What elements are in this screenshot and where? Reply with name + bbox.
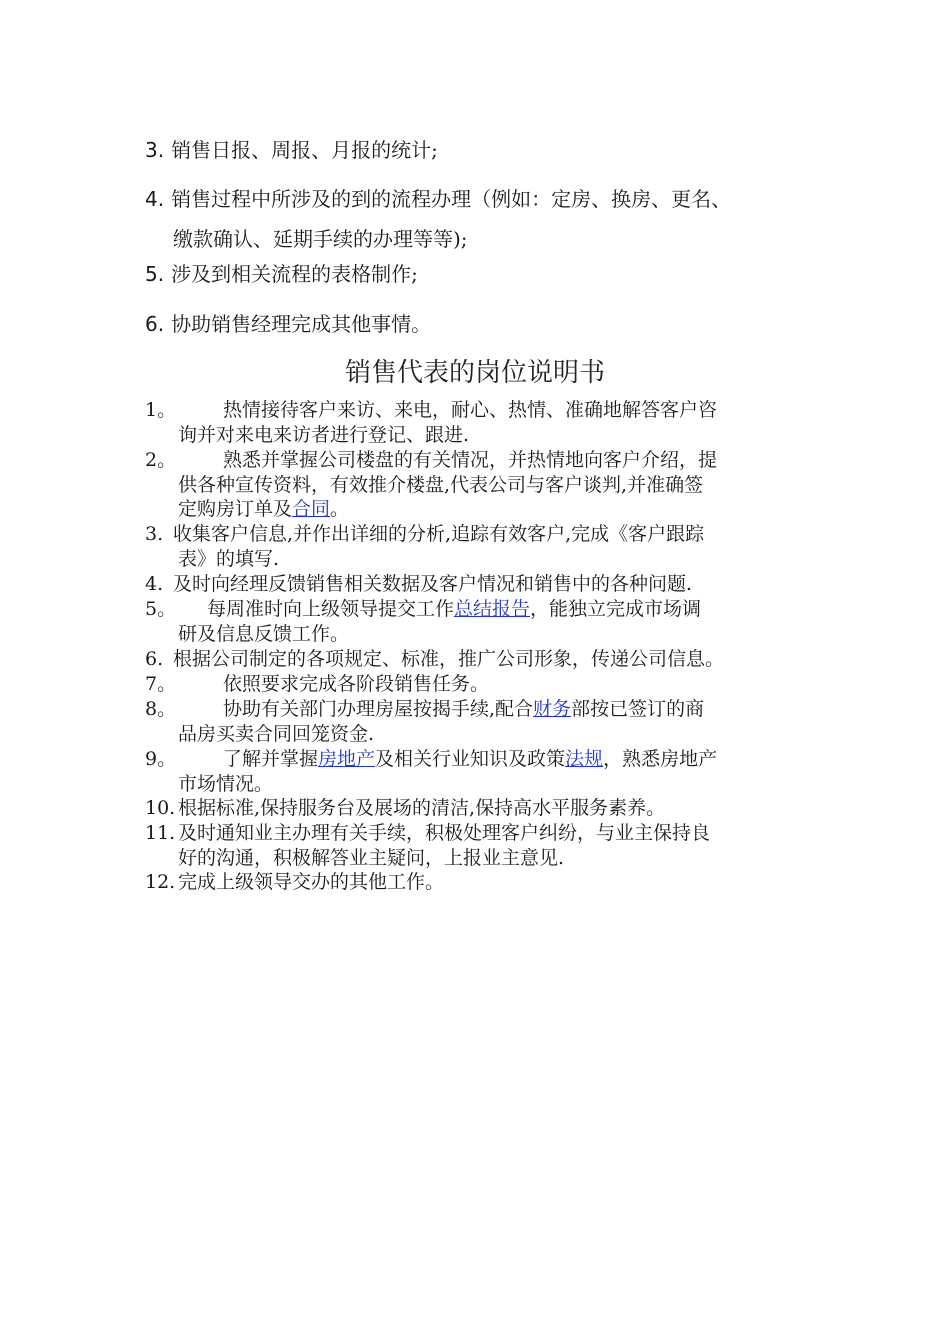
item-number: 4. xyxy=(145,573,164,595)
item-text: 收集客户信息,并作出详细的分析,追踪有效客户,完成《客户跟踪 xyxy=(173,523,705,545)
list-item xyxy=(145,448,718,520)
item-text: 及时向经理反馈销售相关数据及客户情况和销售中的各种问题. xyxy=(173,573,693,595)
list-item xyxy=(145,522,705,570)
item-number: 1。 xyxy=(145,399,177,421)
item-number: 12. xyxy=(145,871,176,893)
text-segment: ，能独立完成市场调 xyxy=(530,598,702,620)
item-text-continued: 研及信息反馈工作。 xyxy=(178,622,350,645)
list-item xyxy=(145,672,489,697)
item-number: 11. xyxy=(145,822,176,844)
item-text: 根据公司制定的各项规定、标准，推广公司形象，传递公司信息。 xyxy=(173,648,725,670)
list-item xyxy=(145,137,438,163)
item-text: 协助销售经理完成其他事情。 xyxy=(171,312,432,336)
item-number: 4. xyxy=(145,187,165,211)
item-text: 依照要求完成各阶段销售任务。 xyxy=(223,673,490,695)
text-segment: 协助有关部门办理房屋按揭手续,配合 xyxy=(223,698,534,720)
item-number: 9。 xyxy=(145,748,177,770)
item-text: 完成上级领导交办的其他工作。 xyxy=(178,871,445,893)
section-title: 销售代表的岗位说明书 xyxy=(344,358,605,388)
text-segment: 了解并掌握 xyxy=(223,748,319,770)
item-text-continued: 市场情况。 xyxy=(178,772,274,795)
list-item xyxy=(145,870,444,895)
item-text: 销售过程中所涉及的到的流程办理（例如：定房、换房、更名、 xyxy=(171,187,732,211)
list-item xyxy=(145,796,665,821)
item-text-continued: 好的沟通，积极解答业主疑问，上报业主意见. xyxy=(178,846,565,869)
list-item xyxy=(145,311,431,337)
list-item xyxy=(145,597,702,645)
item-number: 7。 xyxy=(145,673,177,695)
summary-report-link[interactable]: 总结报告 xyxy=(454,598,531,620)
finance-link[interactable]: 财务 xyxy=(533,698,572,720)
contract-link[interactable]: 合同 xyxy=(292,498,331,520)
text-segment: 每周准时向上级领导提交工作 xyxy=(207,598,455,620)
item-text-continued: 品房买卖合同回笼资金. xyxy=(178,722,375,745)
item-number: 2。 xyxy=(145,449,177,471)
item-text: 熟悉并掌握公司楼盘的有关情况，并热情地向客户介绍，提 xyxy=(223,449,718,471)
item-number: 6. xyxy=(145,648,164,670)
text-segment: 及相关行业知识及政策 xyxy=(375,748,566,770)
item-number: 6. xyxy=(145,312,165,336)
list-item xyxy=(145,572,692,597)
item-text-continued: 供各种宣传资料，有效推介楼盘,代表公司与客户谈判,并准确签 xyxy=(178,473,704,496)
text-segment: 部按已签订的商 xyxy=(571,698,705,720)
item-number: 3. xyxy=(145,138,165,162)
list-item xyxy=(145,697,705,745)
list-item xyxy=(145,747,718,795)
list-item xyxy=(145,821,711,869)
real-estate-link[interactable]: 房地产 xyxy=(318,748,376,770)
item-number: 3. xyxy=(145,523,164,545)
item-text: 涉及到相关流程的表格制作; xyxy=(171,262,418,286)
item-text: 热情接待客户来访、来电，耐心、热情、准确地解答客户咨 xyxy=(223,399,718,421)
item-text-continued: 询并对来电来访者进行登记、跟进. xyxy=(178,423,470,446)
text-segment: ，熟悉房地产 xyxy=(603,748,718,770)
item-text: 销售日报、周报、月报的统计; xyxy=(171,138,438,162)
text-segment: 。 xyxy=(330,498,350,520)
item-text: 根据标准,保持服务台及展场的清洁,保持高水平服务素养。 xyxy=(178,797,666,819)
item-number: 5. xyxy=(145,262,165,286)
list-item xyxy=(145,186,732,251)
item-text-continued: 缴款确认、延期手续的办理等等); xyxy=(173,227,468,251)
item-number: 10. xyxy=(145,797,176,819)
list-item xyxy=(145,261,418,287)
item-number: 8。 xyxy=(145,698,177,720)
list-item xyxy=(145,398,718,446)
text-segment: 定购房订单及 xyxy=(178,498,293,520)
item-number: 5。 xyxy=(145,598,177,620)
item-text: 及时通知业主办理有关手续，积极处理客户纠纷，与业主保持良 xyxy=(178,822,711,844)
item-text-continued: 表》的填写. xyxy=(178,547,280,570)
list-item xyxy=(145,647,724,672)
item-text-continued xyxy=(178,497,349,522)
regulations-link[interactable]: 法规 xyxy=(565,748,604,770)
